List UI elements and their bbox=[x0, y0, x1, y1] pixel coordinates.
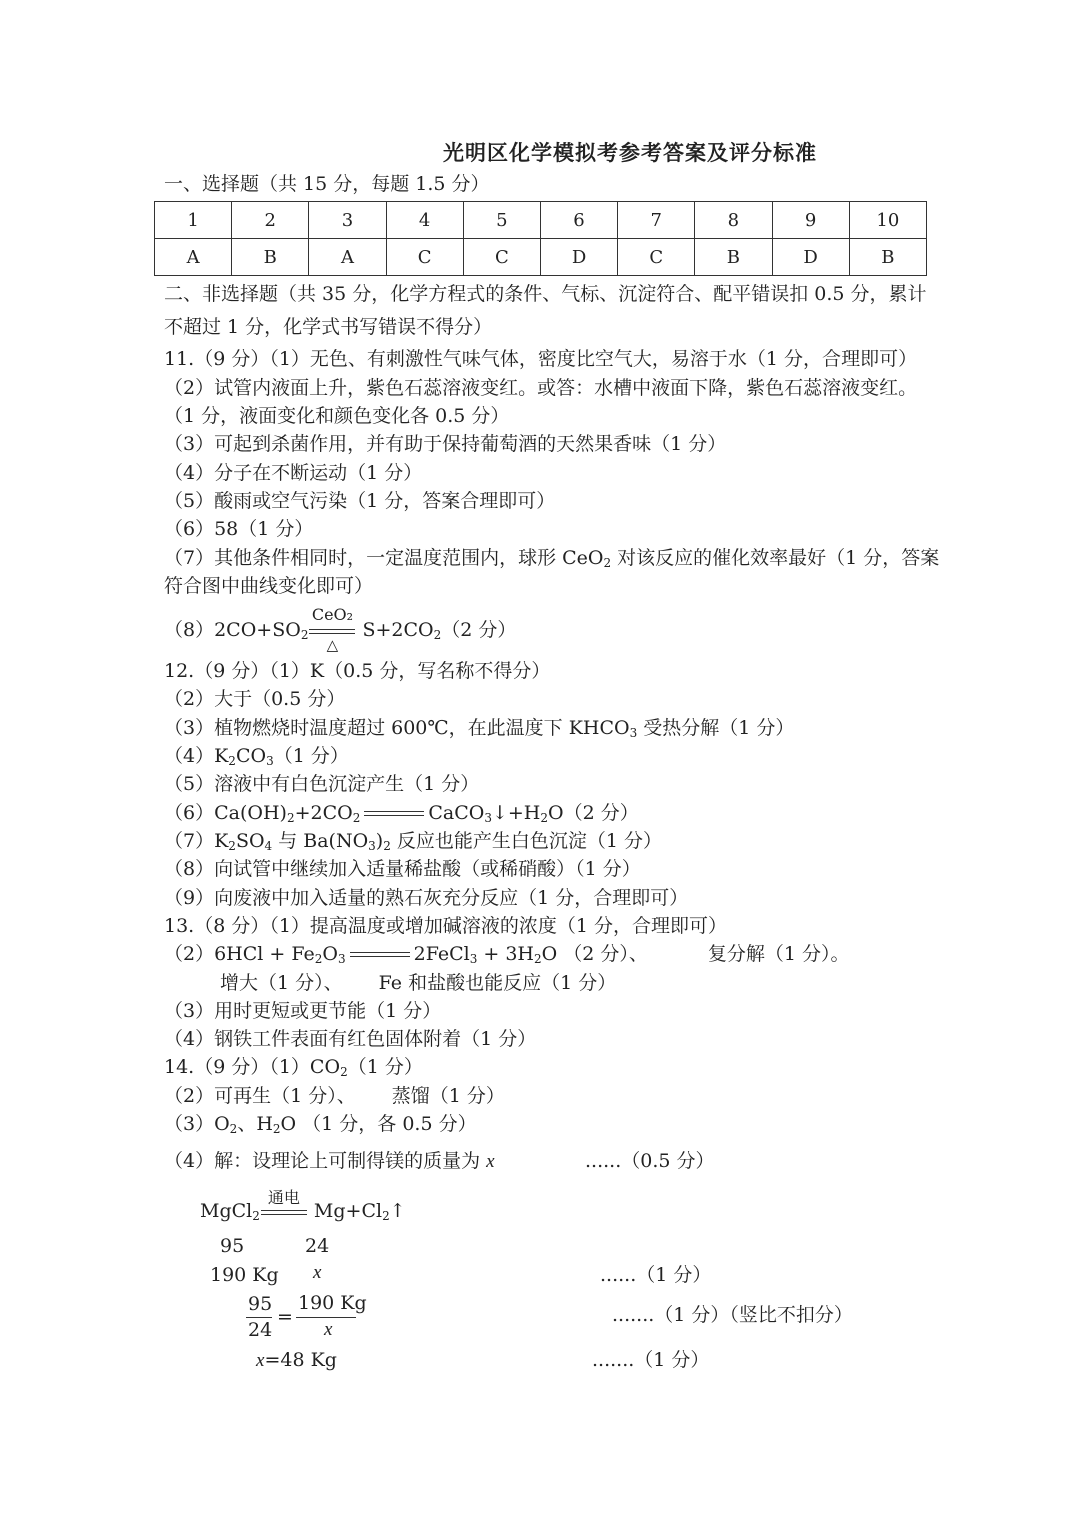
fraction-numerator: 190 Kg bbox=[298, 1292, 367, 1314]
heat-symbol: △ bbox=[326, 636, 339, 654]
variable-x: x bbox=[313, 1262, 322, 1283]
fraction-denominator: 24 bbox=[248, 1319, 273, 1341]
q14-line bbox=[164, 1084, 505, 1108]
table-cell: C bbox=[618, 239, 695, 276]
q11-line: 11.（9 分）（1）无色、有刺激性气味气体，密度比空气大，易溶于水（1 分，合理即可） bbox=[164, 348, 918, 370]
text-segment: 对该反应的催化效率最好（1 分，答案 bbox=[611, 547, 940, 569]
text-segment: （8）2CO+SO bbox=[164, 619, 301, 641]
text-segment: ) bbox=[375, 830, 384, 852]
text-segment: Fe 和盐酸也能反应（1 分） bbox=[378, 972, 617, 994]
q11-line: 符合图中曲线变化即可） bbox=[164, 575, 374, 597]
text-segment: （4）解：设理论上可制得镁的质量为 bbox=[164, 1150, 487, 1172]
text-segment: （7）其他条件相同时，一定温度范围内，球形 CeO bbox=[164, 547, 604, 569]
text-segment: （7）K bbox=[164, 830, 229, 852]
table-cell: D bbox=[772, 239, 849, 276]
table-row-answers bbox=[155, 239, 927, 276]
table-cell: B bbox=[849, 239, 926, 276]
table-cell: 10 bbox=[849, 202, 926, 239]
variable-x: x bbox=[486, 1151, 495, 1172]
text-segment: SO bbox=[235, 830, 265, 852]
q11-line: （7）其他条件相同时，一定温度范围内，球形 CeO$_2$ 对该反应的催化效率最好（1 分，答案 bbox=[164, 547, 940, 570]
text-segment: （2）可再生（1 分）、 bbox=[164, 1085, 356, 1107]
table-row-numbers bbox=[155, 202, 927, 239]
mass-value: 95 bbox=[220, 1235, 245, 1257]
q13-line: 13.（8 分）（1）提高温度或增加碱溶液的浓度（1 分，合理即可） bbox=[164, 915, 728, 937]
q12-line: $(7)K_2SO_4$ 与 $Ba(NO_3)_2$ 反应也能产生白色沉淀（1 分） bbox=[164, 830, 663, 853]
q13-line: $(2)6HCl + Fe_2O_3$ 2FeCl$_3$ + $3H_2O$ （2 分）、 复分解（1 分）。 bbox=[164, 943, 850, 966]
score-note: ......（1 分） bbox=[600, 1264, 712, 1286]
text-segment: （1 分） bbox=[273, 745, 349, 767]
section2-heading-line2: 不超过 1 分，化学式书写错误不得分） bbox=[164, 316, 493, 338]
page-title: 光明区化学模拟考参考答案及评分标准 bbox=[443, 140, 817, 165]
text-segment: + 3H bbox=[477, 943, 535, 965]
text-segment: ↓+H bbox=[491, 802, 541, 824]
text-segment: （1 分） bbox=[347, 1056, 423, 1078]
reaction-condition bbox=[309, 605, 355, 654]
table-cell: 4 bbox=[386, 202, 463, 239]
text-segment: CO bbox=[235, 745, 267, 767]
table-cell: 7 bbox=[618, 202, 695, 239]
q13-line: （3）用时更短或更节能（1 分） bbox=[164, 1000, 442, 1022]
text-segment: Mg+Cl bbox=[307, 1200, 383, 1222]
text-segment: CaCO bbox=[428, 802, 485, 824]
electrolysis-label: 通电 bbox=[267, 1188, 300, 1207]
q11-line: （5）酸雨或空气污染（1 分，答案合理即可） bbox=[164, 490, 556, 512]
text-segment: O（2 分） bbox=[548, 802, 639, 824]
text-segment: 受热分解（1 分） bbox=[637, 717, 795, 739]
text-segment: O （1 分，各 0.5 分） bbox=[280, 1113, 477, 1135]
text-segment: （3）O bbox=[164, 1113, 230, 1135]
fraction-numerator: 95 bbox=[248, 1293, 273, 1315]
q13-line bbox=[220, 971, 616, 995]
text-segment: 、H bbox=[237, 1113, 273, 1135]
table-cell: D bbox=[540, 239, 617, 276]
q11-line: （4）分子在不断运动（1 分） bbox=[164, 462, 423, 484]
q12-line: （3）植物燃烧时温度超过 600℃，在此温度下 $KHCO_3$ 受热分解（1 分） bbox=[164, 717, 795, 740]
q12-line: （9）向废液中加入适量的熟石灰充分反应（1 分，合理即可） bbox=[164, 887, 689, 909]
equals-sign bbox=[350, 950, 410, 960]
table-cell: 3 bbox=[309, 202, 386, 239]
q11-equation: $(8)2CO+SO_2$ CeO₂ △ $S+2CO_2(2$ 分） bbox=[164, 618, 516, 643]
text-segment: +2CO bbox=[294, 802, 353, 824]
q14-line bbox=[164, 1149, 495, 1174]
table-cell: A bbox=[155, 239, 232, 276]
text-segment: 2FeCl bbox=[413, 943, 470, 965]
text-segment: 与 Ba(NO bbox=[272, 830, 369, 852]
given-value: 190 Kg bbox=[210, 1264, 279, 1286]
table-cell: A bbox=[309, 239, 386, 276]
text-segment: （4）K bbox=[164, 745, 229, 767]
text-segment: MgCl bbox=[200, 1200, 253, 1222]
section2-heading-line1: 二、非选择题（共 35 分，化学方程式的条件、气标、沉淀符合、配平错误扣 0.5 分，累计 bbox=[164, 283, 927, 305]
answer-table bbox=[154, 201, 927, 276]
q11-line: （3）可起到杀菌作用，并有助于保持葡萄酒的天然果香味（1 分） bbox=[164, 433, 727, 455]
q14-line: 14.（9 分）$(1)CO_2(1$ 分） bbox=[164, 1056, 423, 1079]
table-cell: 9 bbox=[772, 202, 849, 239]
q11-line: （1 分，液面变化和颜色变化各 0.5 分） bbox=[164, 405, 510, 427]
text-segment: 蒸馏（1 分） bbox=[391, 1085, 505, 1107]
catalyst-label: CeO₂ bbox=[311, 605, 354, 624]
q11-line: （2）试管内液面上升，紫色石蕊溶液变红。或答：水槽中液面下降，紫色石蕊溶液变红。 bbox=[164, 377, 918, 399]
text-segment: （2 分） bbox=[441, 619, 517, 641]
equals-symbol: = bbox=[277, 1306, 293, 1328]
reaction-condition bbox=[261, 1188, 307, 1224]
q14-equation: MgCl$_2$ 通电 $Mg+Cl_2↑$ bbox=[200, 1188, 406, 1223]
q12-line: $(4)K_2CO_3(1$ 分） bbox=[164, 745, 349, 768]
table-cell: 5 bbox=[463, 202, 540, 239]
table-cell: 8 bbox=[695, 202, 772, 239]
q13-line: （4）钢铁工件表面有红色固体附着（1 分） bbox=[164, 1028, 537, 1050]
table-cell: C bbox=[386, 239, 463, 276]
q14-line: $(3)O_2$、$H_2O$ （1 分，各 0.5 分） bbox=[164, 1113, 477, 1136]
text-segment: （6）Ca(OH) bbox=[164, 802, 287, 824]
table-cell: 1 bbox=[155, 202, 232, 239]
table-cell: 6 bbox=[540, 202, 617, 239]
variable-x: x bbox=[256, 1350, 265, 1371]
result-value: =48 Kg bbox=[264, 1349, 337, 1371]
text-segment: ↑ bbox=[389, 1200, 406, 1222]
text-segment: 反应也能产生白色沉淀（1 分） bbox=[390, 830, 663, 852]
text-segment: 增大（1 分）、 bbox=[220, 972, 343, 994]
score-note: .......（1 分） bbox=[592, 1349, 710, 1371]
q11-line: （6）58（1 分） bbox=[164, 518, 314, 540]
table-cell: B bbox=[695, 239, 772, 276]
equals-sign bbox=[364, 809, 424, 819]
text-segment: O （2 分）、 bbox=[541, 943, 648, 965]
q12-line: $(6)Ca(OH)_2+2CO_2$ $CaCO_3↓+H_2O(2$ 分） bbox=[164, 802, 639, 825]
q12-line: （8）向试管中继续加入适量稀盐酸（或稀硝酸）（1 分） bbox=[164, 858, 641, 880]
score-note: ......（0.5 分） bbox=[585, 1150, 715, 1172]
section1-heading: 一、选择题（共 15 分，每题 1.5 分） bbox=[164, 173, 490, 195]
text-segment: S+2CO bbox=[356, 619, 434, 641]
q12-line: （2）大于（0.5 分） bbox=[164, 688, 346, 710]
result-line bbox=[256, 1348, 337, 1373]
mass-value: 24 bbox=[305, 1235, 330, 1257]
q12-line: （5）溶液中有白色沉淀产生（1 分） bbox=[164, 773, 480, 795]
score-note: .......（1 分）（竖比不扣分） bbox=[612, 1304, 853, 1326]
table-cell: 2 bbox=[232, 202, 309, 239]
text-segment: （3）植物燃烧时温度超过 600℃，在此温度下 KHCO bbox=[164, 717, 630, 739]
text-segment: 14.（9 分）（1）CO bbox=[164, 1056, 341, 1078]
fraction-denominator: x bbox=[324, 1319, 333, 1340]
q12-line: 12.（9 分）（1）K（0.5 分，写名称不得分） bbox=[164, 660, 551, 682]
table-cell: C bbox=[463, 239, 540, 276]
table-cell: B bbox=[232, 239, 309, 276]
text-segment: 复分解（1 分）。 bbox=[707, 943, 850, 965]
text-segment: O bbox=[322, 943, 338, 965]
text-segment: （2）6HCl + Fe bbox=[164, 943, 315, 965]
